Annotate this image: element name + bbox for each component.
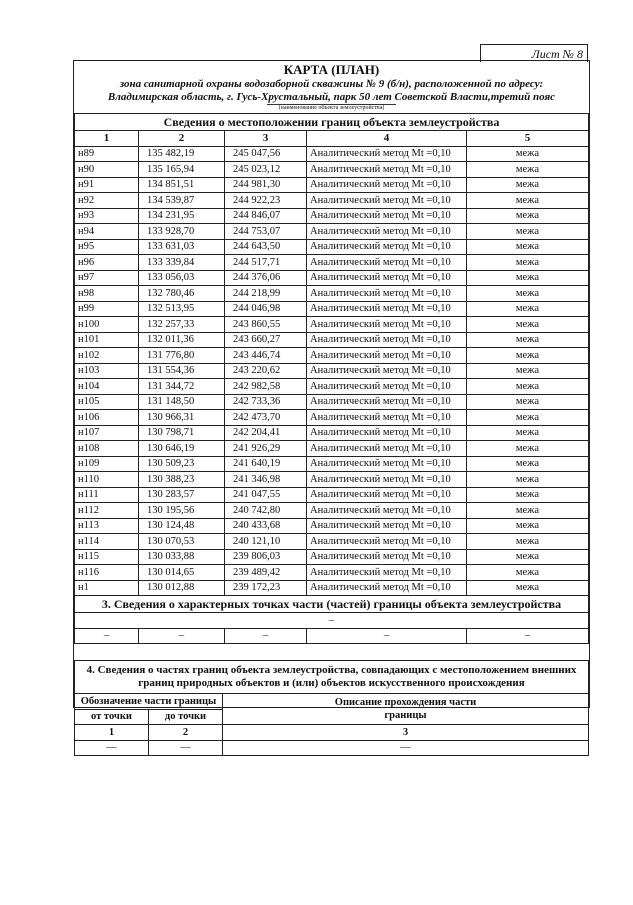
point-id: н111 bbox=[75, 487, 139, 503]
col-number: 5 bbox=[467, 131, 589, 147]
section3-cell: – bbox=[225, 628, 307, 644]
section2-heading: Сведения о местоположении границ объекта землеустройства bbox=[75, 114, 589, 131]
dash-cell: — bbox=[75, 740, 149, 756]
coord-y: 244 846,07 bbox=[225, 208, 307, 224]
coord-y: 244 643,50 bbox=[225, 239, 307, 255]
col-part-designation: Обозначение части границы bbox=[75, 694, 223, 710]
table-row bbox=[75, 425, 589, 441]
coord-y: 242 473,70 bbox=[225, 410, 307, 426]
table-row bbox=[75, 441, 589, 457]
document-title: КАРТА (ПЛАН) bbox=[283, 62, 380, 77]
boundary-type: межа bbox=[467, 456, 589, 472]
method: Аналитический метод Mt =0,10 bbox=[307, 146, 467, 162]
boundary-type: межа bbox=[467, 425, 589, 441]
section3-dash: – bbox=[75, 613, 589, 629]
table-row bbox=[75, 332, 589, 348]
section2-heading-row bbox=[75, 114, 589, 131]
method: Аналитический метод Mt =0,10 bbox=[307, 441, 467, 457]
point-id: н93 bbox=[75, 208, 139, 224]
method: Аналитический метод Mt =0,10 bbox=[307, 425, 467, 441]
coord-x: 133 056,03 bbox=[139, 270, 225, 286]
coord-x: 131 776,80 bbox=[139, 348, 225, 364]
table-row bbox=[75, 534, 589, 550]
table-row bbox=[75, 518, 589, 534]
section4-heading-row bbox=[75, 661, 589, 694]
coord-y: 240 742,80 bbox=[225, 503, 307, 519]
table-row bbox=[75, 224, 589, 240]
boundary-type: межа bbox=[467, 255, 589, 271]
point-id: н89 bbox=[75, 146, 139, 162]
table-row bbox=[75, 255, 589, 271]
coord-x: 130 012,88 bbox=[139, 580, 225, 596]
table-row bbox=[75, 348, 589, 364]
section4-heading: 4. Сведения о частях границ объекта землеустройства, совпадающих с местоположением внешних границ природных объектов и (или) объектов искусственного происхождения bbox=[75, 661, 589, 694]
section4-table bbox=[74, 660, 589, 756]
method: Аналитический метод Mt =0,10 bbox=[307, 317, 467, 333]
col-number: 1 bbox=[75, 131, 139, 147]
section4-head-row bbox=[75, 694, 589, 710]
coord-y: 245 047,56 bbox=[225, 146, 307, 162]
point-id: н104 bbox=[75, 379, 139, 395]
point-id: н115 bbox=[75, 549, 139, 565]
table-row bbox=[75, 363, 589, 379]
boundary-type: межа bbox=[467, 472, 589, 488]
section3-cell: – bbox=[75, 628, 139, 644]
col-num: 2 bbox=[149, 725, 223, 741]
section3-row bbox=[75, 613, 589, 629]
document-frame bbox=[73, 60, 590, 754]
coord-x: 132 257,33 bbox=[139, 317, 225, 333]
point-id: н108 bbox=[75, 441, 139, 457]
boundary-type: межа bbox=[467, 518, 589, 534]
method: Аналитический метод Mt =0,10 bbox=[307, 487, 467, 503]
section3-heading-row bbox=[75, 596, 589, 613]
method: Аналитический метод Mt =0,10 bbox=[307, 208, 467, 224]
section3-row bbox=[75, 628, 589, 644]
method: Аналитический метод Mt =0,10 bbox=[307, 472, 467, 488]
boundary-type: межа bbox=[467, 549, 589, 565]
coord-x: 135 482,19 bbox=[139, 146, 225, 162]
coord-y: 243 860,55 bbox=[225, 317, 307, 333]
point-id: н96 bbox=[75, 255, 139, 271]
method: Аналитический метод Mt =0,10 bbox=[307, 549, 467, 565]
point-id: н109 bbox=[75, 456, 139, 472]
boundary-type: межа bbox=[467, 534, 589, 550]
section3-heading: 3. Сведения о характерных точках части (частей) границы объекта землеустройства bbox=[75, 596, 589, 613]
col-num: 3 bbox=[223, 725, 589, 741]
method: Аналитический метод Mt =0,10 bbox=[307, 224, 467, 240]
boundary-rows bbox=[75, 146, 589, 596]
dash-cell: — bbox=[149, 740, 223, 756]
point-id: н112 bbox=[75, 503, 139, 519]
table-row bbox=[75, 162, 589, 178]
section3-cell: – bbox=[467, 628, 589, 644]
coord-y: 239 489,42 bbox=[225, 565, 307, 581]
coord-y: 244 218,99 bbox=[225, 286, 307, 302]
point-id: н95 bbox=[75, 239, 139, 255]
table-row bbox=[75, 270, 589, 286]
method: Аналитический метод Mt =0,10 bbox=[307, 363, 467, 379]
point-id: н110 bbox=[75, 472, 139, 488]
boundary-type: межа bbox=[467, 193, 589, 209]
boundary-type: межа bbox=[467, 363, 589, 379]
method: Аналитический метод Mt =0,10 bbox=[307, 239, 467, 255]
coord-y: 244 517,71 bbox=[225, 255, 307, 271]
point-id: н114 bbox=[75, 534, 139, 550]
document-subtitle-line1: зона санитарной охраны водозаборной скважины № 9 (б/н), расположенной по адресу: bbox=[119, 78, 544, 90]
point-id: н105 bbox=[75, 394, 139, 410]
method: Аналитический метод Mt =0,10 bbox=[307, 379, 467, 395]
coord-x: 133 339,84 bbox=[139, 255, 225, 271]
boundary-type: межа bbox=[467, 208, 589, 224]
coord-x: 130 124,48 bbox=[139, 518, 225, 534]
boundary-type: межа bbox=[467, 177, 589, 193]
boundary-type: межа bbox=[467, 580, 589, 596]
coord-x: 133 631,03 bbox=[139, 239, 225, 255]
boundary-type: межа bbox=[467, 224, 589, 240]
table-row bbox=[75, 239, 589, 255]
coord-y: 244 046,98 bbox=[225, 301, 307, 317]
coord-x: 134 851,51 bbox=[139, 177, 225, 193]
coord-x: 131 344,72 bbox=[139, 379, 225, 395]
method: Аналитический метод Mt =0,10 bbox=[307, 565, 467, 581]
coord-x: 130 283,57 bbox=[139, 487, 225, 503]
method: Аналитический метод Mt =0,10 bbox=[307, 301, 467, 317]
point-id: н102 bbox=[75, 348, 139, 364]
section4-num-row bbox=[75, 725, 589, 741]
point-id: н94 bbox=[75, 224, 139, 240]
dash-cell: — bbox=[223, 740, 589, 756]
coord-y: 241 047,55 bbox=[225, 487, 307, 503]
coord-x: 130 033,88 bbox=[139, 549, 225, 565]
method: Аналитический метод Mt =0,10 bbox=[307, 286, 467, 302]
table-row bbox=[75, 565, 589, 581]
point-id: н91 bbox=[75, 177, 139, 193]
col-number: 2 bbox=[139, 131, 225, 147]
table-row bbox=[75, 177, 589, 193]
table-row bbox=[75, 208, 589, 224]
boundary-type: межа bbox=[467, 286, 589, 302]
coord-y: 243 660,27 bbox=[225, 332, 307, 348]
table-row bbox=[75, 580, 589, 596]
boundary-type: межа bbox=[467, 379, 589, 395]
section4-dash-row bbox=[75, 740, 589, 756]
coord-y: 241 640,19 bbox=[225, 456, 307, 472]
coord-y: 243 446,74 bbox=[225, 348, 307, 364]
coord-x: 132 011,36 bbox=[139, 332, 225, 348]
table-row bbox=[75, 487, 589, 503]
coord-x: 131 554,36 bbox=[139, 363, 225, 379]
method: Аналитический метод Mt =0,10 bbox=[307, 162, 467, 178]
table-row bbox=[75, 317, 589, 333]
table-row bbox=[75, 549, 589, 565]
point-id: н90 bbox=[75, 162, 139, 178]
method: Аналитический метод Mt =0,10 bbox=[307, 348, 467, 364]
method: Аналитический метод Mt =0,10 bbox=[307, 332, 467, 348]
method: Аналитический метод Mt =0,10 bbox=[307, 177, 467, 193]
point-id: н113 bbox=[75, 518, 139, 534]
method: Аналитический метод Mt =0,10 bbox=[307, 518, 467, 534]
col-from: от точки bbox=[75, 709, 149, 725]
point-id: н99 bbox=[75, 301, 139, 317]
boundary-type: межа bbox=[467, 270, 589, 286]
coord-y: 244 376,06 bbox=[225, 270, 307, 286]
section3-cell: – bbox=[307, 628, 467, 644]
point-id: н106 bbox=[75, 410, 139, 426]
point-id: н1 bbox=[75, 580, 139, 596]
boundary-type: межа bbox=[467, 410, 589, 426]
coord-x: 130 070,53 bbox=[139, 534, 225, 550]
boundary-table bbox=[74, 113, 589, 644]
boundary-type: межа bbox=[467, 348, 589, 364]
coord-y: 241 926,29 bbox=[225, 441, 307, 457]
coord-x: 130 509,23 bbox=[139, 456, 225, 472]
method: Аналитический метод Mt =0,10 bbox=[307, 394, 467, 410]
boundary-type: межа bbox=[467, 239, 589, 255]
boundary-type: межа bbox=[467, 162, 589, 178]
coord-y: 242 204,41 bbox=[225, 425, 307, 441]
method: Аналитический метод Mt =0,10 bbox=[307, 193, 467, 209]
column-number-row bbox=[75, 131, 589, 147]
subtitle-note: (наименование объекта землеустройства) bbox=[74, 105, 589, 111]
sheet-number: Лист № 8 bbox=[480, 44, 588, 62]
coord-y: 242 733,36 bbox=[225, 394, 307, 410]
point-id: н97 bbox=[75, 270, 139, 286]
table-row bbox=[75, 286, 589, 302]
table-row bbox=[75, 472, 589, 488]
coord-x: 130 014,65 bbox=[139, 565, 225, 581]
coord-y: 241 346,98 bbox=[225, 472, 307, 488]
coord-y: 243 220,62 bbox=[225, 363, 307, 379]
table-row bbox=[75, 379, 589, 395]
table-row bbox=[75, 410, 589, 426]
point-id: н98 bbox=[75, 286, 139, 302]
col-number: 3 bbox=[225, 131, 307, 147]
coord-y: 244 753,07 bbox=[225, 224, 307, 240]
boundary-type: межа bbox=[467, 301, 589, 317]
boundary-type: межа bbox=[467, 394, 589, 410]
method: Аналитический метод Mt =0,10 bbox=[307, 255, 467, 271]
coord-x: 134 539,87 bbox=[139, 193, 225, 209]
coord-y: 240 433,68 bbox=[225, 518, 307, 534]
coord-y: 242 982,58 bbox=[225, 379, 307, 395]
method: Аналитический метод Mt =0,10 bbox=[307, 410, 467, 426]
table-row bbox=[75, 503, 589, 519]
coord-y: 239 806,03 bbox=[225, 549, 307, 565]
method: Аналитический метод Mt =0,10 bbox=[307, 580, 467, 596]
point-id: н101 bbox=[75, 332, 139, 348]
coord-y: 239 172,23 bbox=[225, 580, 307, 596]
boundary-type: межа bbox=[467, 503, 589, 519]
col-to: до точки bbox=[149, 709, 223, 725]
table-row bbox=[75, 301, 589, 317]
coord-x: 132 780,46 bbox=[139, 286, 225, 302]
boundary-type: межа bbox=[467, 332, 589, 348]
point-id: н107 bbox=[75, 425, 139, 441]
coord-x: 135 165,94 bbox=[139, 162, 225, 178]
method: Аналитический метод Mt =0,10 bbox=[307, 270, 467, 286]
point-id: н103 bbox=[75, 363, 139, 379]
boundary-type: межа bbox=[467, 487, 589, 503]
point-id: н100 bbox=[75, 317, 139, 333]
coord-x: 130 646,19 bbox=[139, 441, 225, 457]
coord-x: 130 798,71 bbox=[139, 425, 225, 441]
coord-y: 245 023,12 bbox=[225, 162, 307, 178]
point-id: н92 bbox=[75, 193, 139, 209]
coord-x: 134 231,95 bbox=[139, 208, 225, 224]
boundary-type: межа bbox=[467, 146, 589, 162]
boundary-type: межа bbox=[467, 317, 589, 333]
col-description: Описание прохождения части границы bbox=[223, 694, 589, 725]
method: Аналитический метод Mt =0,10 bbox=[307, 534, 467, 550]
table-row bbox=[75, 193, 589, 209]
coord-y: 240 121,10 bbox=[225, 534, 307, 550]
coord-y: 244 981,30 bbox=[225, 177, 307, 193]
coord-x: 131 148,50 bbox=[139, 394, 225, 410]
coord-x: 132 513,95 bbox=[139, 301, 225, 317]
table-row bbox=[75, 456, 589, 472]
col-number: 4 bbox=[307, 131, 467, 147]
table-row bbox=[75, 394, 589, 410]
coord-x: 130 195,56 bbox=[139, 503, 225, 519]
method: Аналитический метод Mt =0,10 bbox=[307, 456, 467, 472]
table-row bbox=[75, 146, 589, 162]
method: Аналитический метод Mt =0,10 bbox=[307, 503, 467, 519]
col-num: 1 bbox=[75, 725, 149, 741]
boundary-type: межа bbox=[467, 441, 589, 457]
coord-y: 244 922,23 bbox=[225, 193, 307, 209]
boundary-type: межа bbox=[467, 565, 589, 581]
section3-cell: – bbox=[139, 628, 225, 644]
document-subtitle-line2: Владимирская область, г. Гусь-Хрустальный, парк 50 лет Советской Власти,третий пояс bbox=[107, 91, 556, 103]
coord-x: 133 928,70 bbox=[139, 224, 225, 240]
coord-x: 130 966,31 bbox=[139, 410, 225, 426]
coord-x: 130 388,23 bbox=[139, 472, 225, 488]
point-id: н116 bbox=[75, 565, 139, 581]
